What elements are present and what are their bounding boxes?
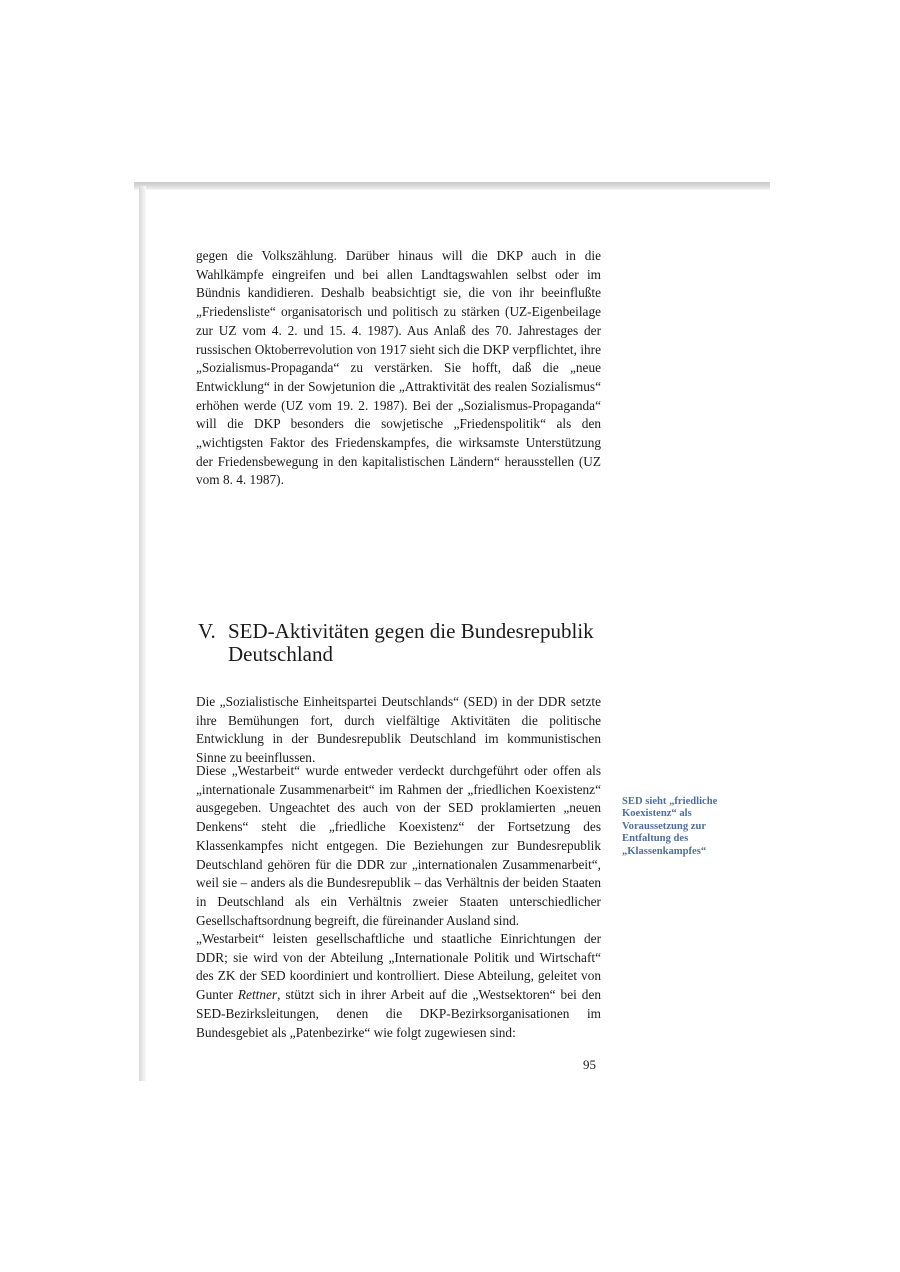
section-title-line-2: Deutschland	[228, 642, 333, 666]
abteilung-paragraph	[196, 930, 601, 1042]
section-number: V.	[198, 619, 216, 643]
person-name-rettner: Rettner	[237, 987, 278, 1003]
scan-left-edge	[139, 186, 146, 1081]
section-heading	[198, 620, 638, 666]
top-paragraph: gegen die Volkszählung. Darüber hinaus will die DKP auch in die Wahlkämpfe eingreifen und bei allen Landtagswahlen selbst oder im Bündnis kandidieren. Deshalb beabsichtigt sie, die von ihr beeinflußte „Friedensliste“ organisatorisch und politisch zu stärken (UZ-Eigenbeilage zur UZ vom 4. 2. und 15. 4. 1987). Aus Anlaß des 70. Jahrestages der russischen Oktoberrevolution von 1917 sieht sich die DKP verpflichtet, ihre „Sozialismus-Propaganda“ zu verstärken. Sie hofft, daß die „neue Entwicklung“ in der Sowjetunion die „Attraktivität des realen Sozialismus“ erhöhen werde (UZ vom 19. 2. 1987). Bei der „Sozialismus-Propaganda“ will die DKP besonders die sowjetische „Friedenspolitik“ als den „wichtigsten Faktor des Friedenskampfes, die wirksamste Unterstützung der Friedensbewegung in den kapitalistischen Ländern“ herausstellen (UZ vom 8. 4. 1987).	[196, 248, 601, 488]
intro-paragraph: Die „Sozialistische Einheitspartei Deutschlands“ (SED) in der DDR setzte ihre Bemühungen fort, durch vielfältige Aktivitäten die politische Entwicklung in der Bundesrepublik Deutschland im kommunistischen Sinne zu beeinflussen.	[196, 694, 601, 766]
page-number: 95	[583, 1057, 596, 1072]
margin-note: SED sieht „friedliche Koexistenz“ als Voraussetzung zur Entfaltung des „Klassenkampfes“	[622, 796, 718, 857]
section-title-line-1: SED-Aktivitäten gegen die Bundesrepublik	[228, 619, 594, 643]
abteilung-text-start: „Westarbeit“ leisten gesellschaftliche und staatliche Einrichtungen der DDR; sie wird von der Abteilung „Internationale Politik und Wirtschaft“ des ZK der SED koordiniert und kontrolliert. Diese Abteilung, geleitet von Gunter	[196, 931, 601, 1003]
westarbeit-paragraph: Diese „Westarbeit“ wurde entweder verdeckt durchgeführt oder offen als „internationale Zusammenarbeit“ im Rahmen der „friedlichen Koexistenz“ ausgegeben. Ungeachtet des auch von der SED proklamierten „neuen Denkens“ steht die „friedliche Koexistenz“ der Fortsetzung des Klassenkampfes nicht entgegen. Die Beziehungen zur Bundesrepublik Deutschland gehören für die DDR zur „internationalen Zusammenarbeit“, weil sie – anders als die Bundesrepublik – das Verhältnis der beiden Staaten in Deutschland als ein Verhältnis zweier Staaten unterschiedlicher Gesellschaftsordnung begreift, die füreinander Ausland sind.	[196, 763, 601, 928]
abteilung-text-end: , stützt sich in ihrer Arbeit auf die „Westsektoren“ bei den SED-Bezirksleitungen, denen die DKP-Bezirksorganisationen im Bundesgebiet als „Patenbezirke“ wie folgt zugewiesen sind:	[196, 987, 601, 1040]
scan-top-edge	[134, 182, 770, 190]
